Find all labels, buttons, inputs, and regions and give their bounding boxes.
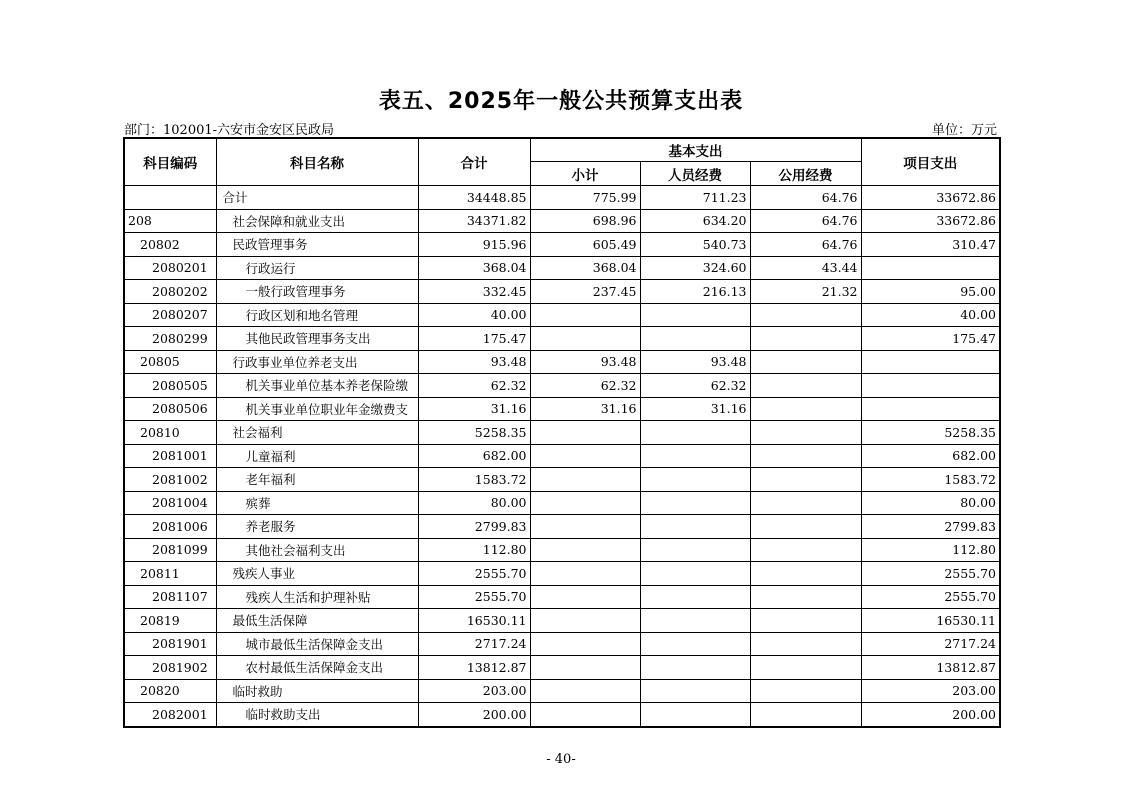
header-name: 科目名称 <box>216 138 418 186</box>
cell-total: 915.96 <box>418 233 530 257</box>
cell-public <box>750 585 861 609</box>
table-row <box>124 656 1000 680</box>
cell-total: 40.00 <box>418 303 530 327</box>
table-row <box>124 703 1000 727</box>
cell-public: 43.44 <box>750 256 861 280</box>
cell-project: 2555.70 <box>861 562 1000 586</box>
cell-public <box>750 350 861 374</box>
unit-label: 单位：万元 <box>931 123 997 138</box>
cell-public <box>750 632 861 656</box>
cell-public <box>750 397 861 421</box>
cell-public: 64.76 <box>750 209 861 233</box>
cell-personnel <box>640 656 750 680</box>
cell-code: 2081901 <box>124 632 216 656</box>
header-subtotal: 小计 <box>530 162 640 186</box>
cell-public <box>750 562 861 586</box>
cell-code <box>124 186 216 210</box>
cell-code: 2081004 <box>124 491 216 515</box>
cell-personnel <box>640 421 750 445</box>
cell-personnel <box>640 679 750 703</box>
table-row <box>124 609 1000 633</box>
table-row <box>124 397 1000 421</box>
cell-public: 64.76 <box>750 186 861 210</box>
cell-personnel <box>640 327 750 351</box>
cell-personnel <box>640 609 750 633</box>
table-row <box>124 280 1000 304</box>
cell-project: 5258.35 <box>861 421 1000 445</box>
cell-code: 2081001 <box>124 444 216 468</box>
table-row <box>124 303 1000 327</box>
cell-subtotal <box>530 703 640 727</box>
budget-table <box>123 137 1001 728</box>
cell-personnel <box>640 303 750 327</box>
cell-name: 殡葬 <box>216 491 418 515</box>
cell-total: 682.00 <box>418 444 530 468</box>
cell-total: 368.04 <box>418 256 530 280</box>
cell-project: 40.00 <box>861 303 1000 327</box>
cell-total: 2717.24 <box>418 632 530 656</box>
cell-subtotal <box>530 609 640 633</box>
header-total: 合计 <box>418 138 530 186</box>
table-row <box>124 538 1000 562</box>
cell-subtotal: 605.49 <box>530 233 640 257</box>
cell-total: 62.32 <box>418 374 530 398</box>
cell-project: 2717.24 <box>861 632 1000 656</box>
cell-public <box>750 303 861 327</box>
cell-personnel <box>640 632 750 656</box>
cell-code: 20810 <box>124 421 216 445</box>
cell-name: 最低生活保障 <box>216 609 418 633</box>
cell-project: 33672.86 <box>861 209 1000 233</box>
cell-name: 机关事业单位基本养老保险缴 <box>216 374 418 398</box>
cell-project: 33672.86 <box>861 186 1000 210</box>
cell-total: 175.47 <box>418 327 530 351</box>
cell-public <box>750 327 861 351</box>
cell-project <box>861 350 1000 374</box>
cell-subtotal <box>530 421 640 445</box>
cell-total: 203.00 <box>418 679 530 703</box>
table-row <box>124 350 1000 374</box>
cell-total: 5258.35 <box>418 421 530 445</box>
cell-name: 残疾人生活和护理补贴 <box>216 585 418 609</box>
cell-subtotal <box>530 303 640 327</box>
cell-subtotal <box>530 327 640 351</box>
cell-subtotal <box>530 679 640 703</box>
cell-subtotal: 775.99 <box>530 186 640 210</box>
cell-code: 2080207 <box>124 303 216 327</box>
cell-name: 一般行政管理事务 <box>216 280 418 304</box>
cell-name: 社会保障和就业支出 <box>216 209 418 233</box>
cell-project <box>861 374 1000 398</box>
cell-name: 儿童福利 <box>216 444 418 468</box>
cell-subtotal <box>530 515 640 539</box>
table-row <box>124 233 1000 257</box>
cell-total: 34448.85 <box>418 186 530 210</box>
cell-code: 2081902 <box>124 656 216 680</box>
header-public: 公用经费 <box>750 162 861 186</box>
department-label: 部门：102001-六安市金安区民政局 <box>124 123 335 138</box>
cell-code: 20819 <box>124 609 216 633</box>
cell-subtotal <box>530 656 640 680</box>
cell-project: 310.47 <box>861 233 1000 257</box>
cell-subtotal: 31.16 <box>530 397 640 421</box>
cell-personnel: 711.23 <box>640 186 750 210</box>
cell-total: 112.80 <box>418 538 530 562</box>
cell-subtotal <box>530 538 640 562</box>
table-row <box>124 632 1000 656</box>
cell-subtotal <box>530 632 640 656</box>
cell-project: 203.00 <box>861 679 1000 703</box>
cell-name: 临时救助支出 <box>216 703 418 727</box>
cell-name: 行政区划和地名管理 <box>216 303 418 327</box>
cell-subtotal <box>530 585 640 609</box>
table-row <box>124 421 1000 445</box>
cell-public <box>750 468 861 492</box>
cell-total: 2555.70 <box>418 585 530 609</box>
cell-code: 2081099 <box>124 538 216 562</box>
cell-personnel: 62.32 <box>640 374 750 398</box>
table-row <box>124 562 1000 586</box>
cell-project: 112.80 <box>861 538 1000 562</box>
header-code: 科目编码 <box>124 138 216 186</box>
table-row <box>124 444 1000 468</box>
cell-name: 老年福利 <box>216 468 418 492</box>
cell-name: 行政运行 <box>216 256 418 280</box>
cell-personnel <box>640 491 750 515</box>
table-row <box>124 468 1000 492</box>
cell-project: 682.00 <box>861 444 1000 468</box>
cell-personnel <box>640 468 750 492</box>
cell-project: 2799.83 <box>861 515 1000 539</box>
cell-personnel <box>640 703 750 727</box>
cell-project: 80.00 <box>861 491 1000 515</box>
cell-personnel: 93.48 <box>640 350 750 374</box>
table-row <box>124 327 1000 351</box>
page-title: 表五、2025年一般公共预算支出表 <box>378 89 744 114</box>
cell-public <box>750 703 861 727</box>
cell-personnel <box>640 585 750 609</box>
cell-subtotal <box>530 562 640 586</box>
cell-subtotal <box>530 468 640 492</box>
table-row <box>124 374 1000 398</box>
cell-name: 城市最低生活保障金支出 <box>216 632 418 656</box>
cell-subtotal: 93.48 <box>530 350 640 374</box>
cell-code: 2080201 <box>124 256 216 280</box>
table-row <box>124 585 1000 609</box>
cell-code: 2081002 <box>124 468 216 492</box>
cell-total: 332.45 <box>418 280 530 304</box>
cell-public <box>750 444 861 468</box>
cell-name: 社会福利 <box>216 421 418 445</box>
cell-name: 残疾人事业 <box>216 562 418 586</box>
cell-public <box>750 679 861 703</box>
cell-project: 175.47 <box>861 327 1000 351</box>
cell-public <box>750 421 861 445</box>
cell-total: 34371.82 <box>418 209 530 233</box>
cell-personnel <box>640 538 750 562</box>
cell-public <box>750 515 861 539</box>
cell-name: 民政管理事务 <box>216 233 418 257</box>
cell-project: 200.00 <box>861 703 1000 727</box>
cell-subtotal: 698.96 <box>530 209 640 233</box>
cell-personnel: 540.73 <box>640 233 750 257</box>
cell-code: 2080299 <box>124 327 216 351</box>
cell-code: 2080506 <box>124 397 216 421</box>
cell-code: 20820 <box>124 679 216 703</box>
cell-name: 农村最低生活保障金支出 <box>216 656 418 680</box>
cell-name: 行政事业单位养老支出 <box>216 350 418 374</box>
cell-code: 20805 <box>124 350 216 374</box>
cell-code: 2080202 <box>124 280 216 304</box>
header-personnel: 人员经费 <box>640 162 750 186</box>
cell-project <box>861 397 1000 421</box>
cell-project: 95.00 <box>861 280 1000 304</box>
cell-subtotal: 237.45 <box>530 280 640 304</box>
cell-name: 其他社会福利支出 <box>216 538 418 562</box>
cell-project: 16530.11 <box>861 609 1000 633</box>
cell-personnel <box>640 444 750 468</box>
cell-code: 2081107 <box>124 585 216 609</box>
cell-total: 93.48 <box>418 350 530 374</box>
cell-personnel: 216.13 <box>640 280 750 304</box>
cell-total: 31.16 <box>418 397 530 421</box>
cell-public <box>750 374 861 398</box>
cell-code: 2082001 <box>124 703 216 727</box>
cell-personnel: 324.60 <box>640 256 750 280</box>
cell-code: 2081006 <box>124 515 216 539</box>
table-row <box>124 256 1000 280</box>
cell-public: 21.32 <box>750 280 861 304</box>
cell-public: 64.76 <box>750 233 861 257</box>
cell-public <box>750 491 861 515</box>
cell-name: 养老服务 <box>216 515 418 539</box>
cell-total: 2555.70 <box>418 562 530 586</box>
table-row <box>124 679 1000 703</box>
cell-total: 2799.83 <box>418 515 530 539</box>
cell-total: 80.00 <box>418 491 530 515</box>
cell-code: 20802 <box>124 233 216 257</box>
cell-public <box>750 656 861 680</box>
table-row <box>124 209 1000 233</box>
cell-subtotal: 368.04 <box>530 256 640 280</box>
cell-code: 2080505 <box>124 374 216 398</box>
cell-total: 200.00 <box>418 703 530 727</box>
cell-code: 208 <box>124 209 216 233</box>
cell-personnel: 634.20 <box>640 209 750 233</box>
table-row <box>124 515 1000 539</box>
cell-name: 机关事业单位职业年金缴费支 <box>216 397 418 421</box>
cell-project <box>861 256 1000 280</box>
cell-total: 16530.11 <box>418 609 530 633</box>
cell-name: 临时救助 <box>216 679 418 703</box>
cell-project: 13812.87 <box>861 656 1000 680</box>
cell-total: 1583.72 <box>418 468 530 492</box>
table-row <box>124 491 1000 515</box>
cell-subtotal <box>530 491 640 515</box>
cell-total: 13812.87 <box>418 656 530 680</box>
cell-project: 1583.72 <box>861 468 1000 492</box>
header-row-1 <box>124 138 1000 162</box>
table-row <box>124 186 1000 210</box>
cell-name: 其他民政管理事务支出 <box>216 327 418 351</box>
cell-subtotal: 62.32 <box>530 374 640 398</box>
header-project: 项目支出 <box>861 138 1000 186</box>
cell-project: 2555.70 <box>861 585 1000 609</box>
cell-personnel <box>640 515 750 539</box>
page-number: - 40- <box>546 752 576 767</box>
cell-name: 合计 <box>216 186 418 210</box>
cell-personnel <box>640 562 750 586</box>
cell-public <box>750 538 861 562</box>
cell-public <box>750 609 861 633</box>
cell-code: 20811 <box>124 562 216 586</box>
table-body <box>124 186 1000 727</box>
cell-personnel: 31.16 <box>640 397 750 421</box>
cell-subtotal <box>530 444 640 468</box>
header-basic: 基本支出 <box>530 138 861 162</box>
